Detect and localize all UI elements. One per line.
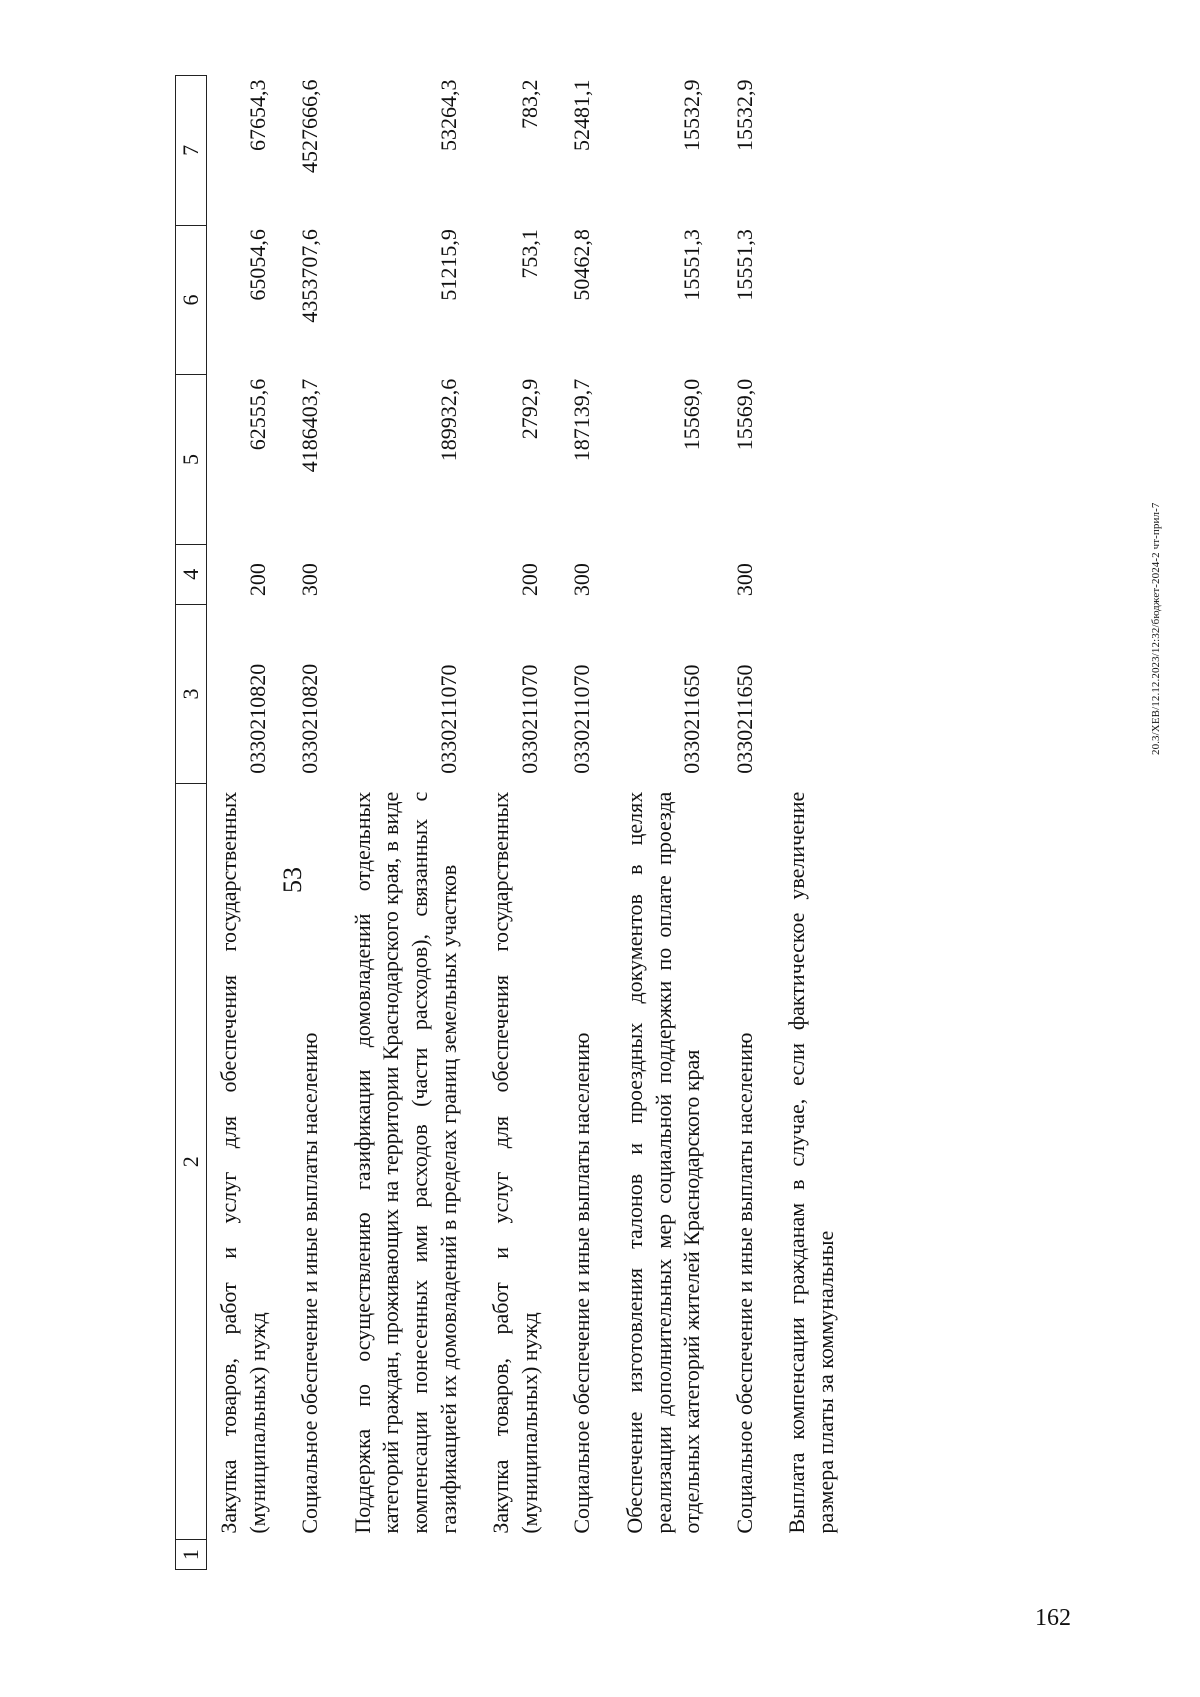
row-amount-col7: 52481,1	[569, 79, 595, 151]
table-row	[288, 76, 341, 1570]
col-header-1: 1	[176, 1540, 207, 1570]
row-target-code: 0330211070	[569, 664, 595, 774]
document-code: 20.3/ХЕВ/12.12.2023/12:32/бюджет-2024-2 чт-прил-7	[1150, 502, 1162, 755]
row-expense-type: 300	[569, 563, 595, 597]
row-expense-type	[775, 544, 856, 604]
table-row	[479, 76, 560, 1570]
row-description: Обеспечение изготовления талонов и проездных документов в целях реализации дополнительных мер социальной поддержки по оплате проезда отдельных категорий жителей Краснодарского края	[621, 791, 705, 1534]
row-amount-col6: 51215,9	[435, 229, 461, 301]
col-header-5: 5	[176, 375, 207, 544]
row-amount-col7: 53264,3	[435, 79, 461, 151]
row-amount-col6	[775, 225, 856, 375]
row-target-code: 0330210820	[244, 663, 270, 774]
row-amount-col6: 4353707,6	[297, 229, 323, 323]
row-target-code: 0330211070	[435, 664, 461, 774]
row-target-code: 0330211650	[731, 664, 757, 774]
header-row	[176, 76, 207, 1570]
col-header-7: 7	[176, 76, 207, 226]
row-description: Закупка товаров, работ и услуг для обеспечения государственных (муниципальных) нужд	[488, 791, 542, 1534]
row-target-code	[775, 604, 856, 784]
row-amount-col5: 189932,6	[435, 378, 461, 462]
row-expense-type: 300	[731, 563, 757, 597]
table-row	[723, 76, 776, 1570]
table-row	[613, 76, 723, 1570]
row-amount-col5: 15569,0	[679, 378, 705, 451]
row-amount-col5: 187139,7	[569, 378, 595, 462]
row-description: Закупка товаров, работ и услуг для обеспечения государственных (муниципальных) нужд	[216, 791, 270, 1534]
row-expense-type: 300	[297, 563, 323, 597]
row-expense-type	[613, 544, 723, 604]
table-row	[560, 76, 613, 1570]
row-amount-col7: 4527666,6	[297, 79, 323, 173]
row-target-code: 0330210820	[297, 663, 323, 774]
row-description: Социальное обеспечение и иные выплаты населению	[731, 1032, 757, 1534]
table-row	[775, 76, 856, 1570]
row-amount-col5: 4186403,7	[297, 378, 323, 473]
col-header-4: 4	[176, 544, 207, 604]
budget-table	[175, 75, 857, 1570]
page-number: 53	[278, 867, 307, 893]
row-amount-col6: 753,1	[516, 229, 542, 279]
row-amount-col5: 62555,6	[244, 378, 270, 451]
row-description: Выплата компенсации гражданам в случае, если фактическое увеличение размера платы за коммунальные	[784, 791, 838, 1534]
table-row	[341, 76, 479, 1570]
row-amount-col6: 15551,3	[731, 229, 757, 301]
row-amount-col6: 50462,8	[569, 229, 595, 301]
row-description: Социальное обеспечение и иные выплаты населению	[297, 1032, 323, 1534]
row-amount-col7	[775, 76, 856, 226]
row-amount-col6: 65054,6	[244, 229, 270, 301]
row-target-code: 0330211650	[679, 664, 705, 774]
col-header-2: 2	[176, 784, 207, 1540]
row-amount-col7: 67654,3	[244, 79, 270, 151]
row-amount-col7: 15532,9	[731, 79, 757, 151]
row-amount-col6: 15551,3	[679, 229, 705, 301]
row-expense-type: 200	[244, 563, 270, 597]
rotated-page	[150, 75, 1200, 1575]
row-expense-type: 200	[516, 563, 542, 597]
col-header-6: 6	[176, 225, 207, 375]
sheet-number: 162	[1035, 1605, 1071, 1631]
row-amount-col5: 2792,9	[516, 378, 542, 440]
col-header-3: 3	[176, 604, 207, 784]
row-description: Поддержка по осуществлению газификации домовладений отдельных категорий граждан, проживающих на территории Краснодарского края, в виде компенсации понесенных ими расходов (части расходов), связанных с газификацией их домовладений в пределах границ земельных участков	[349, 791, 461, 1534]
row-amount-col7: 15532,9	[679, 79, 705, 151]
row-amount-col5: 15569,0	[731, 378, 757, 451]
row-amount-col7: 783,2	[516, 79, 542, 129]
row-amount-col5	[775, 375, 856, 544]
row-expense-type	[341, 544, 479, 604]
row-description: Социальное обеспечение и иные выплаты населению	[569, 1032, 595, 1534]
row-target-code: 0330211070	[516, 664, 542, 774]
table-row	[207, 76, 289, 1570]
